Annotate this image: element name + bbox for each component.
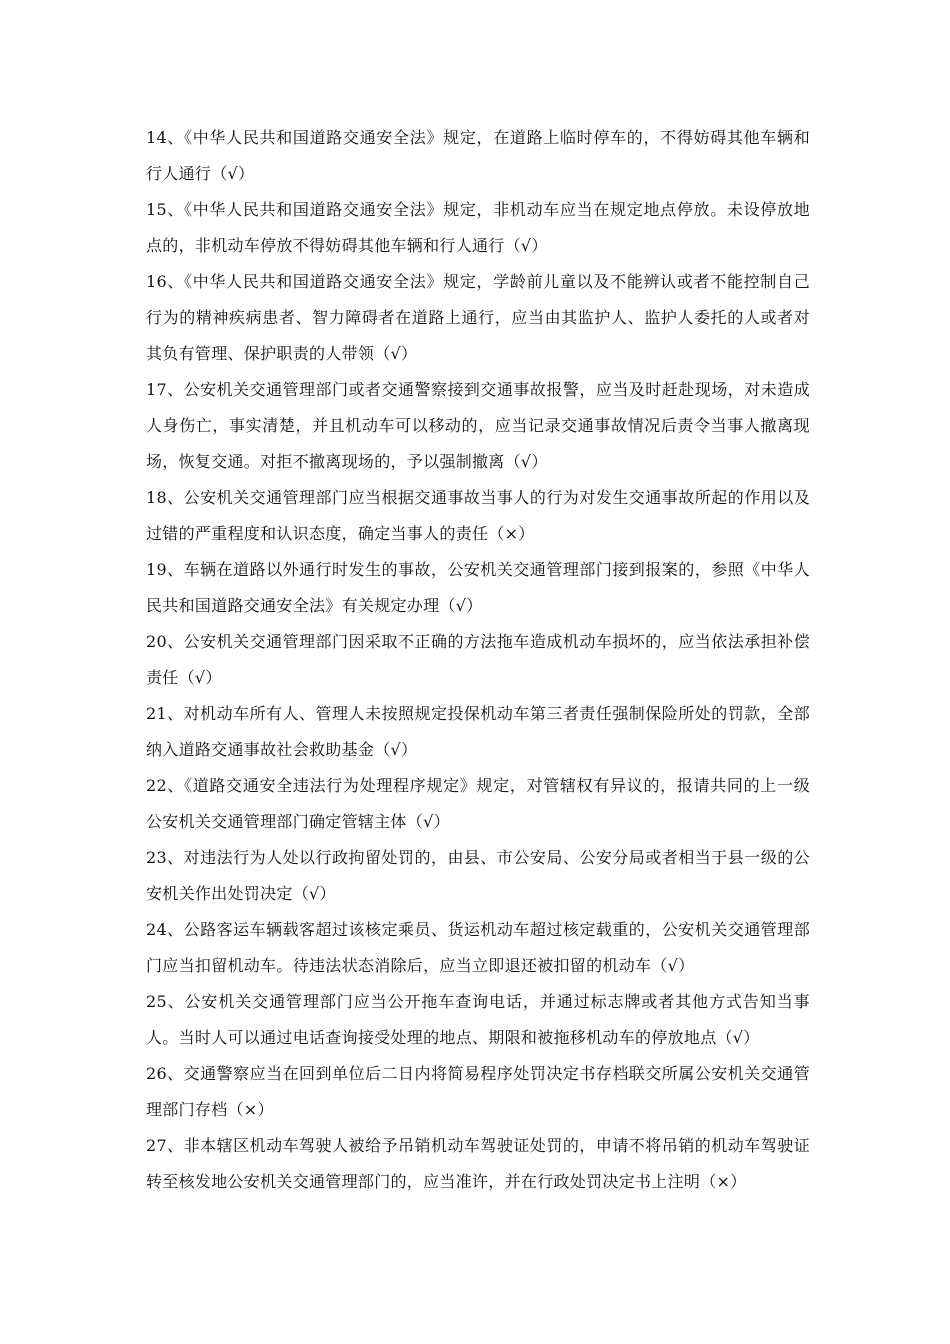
question-item: 20、公安机关交通管理部门因采取不正确的方法拖车造成机动车损坏的，应当依法承担补偿责任（√） (146, 632, 810, 687)
question-item: 23、对违法行为人处以行政拘留处罚的，由县、市公安局、公安分局或者相当于县一级的公安机关作出处罚决定（√） (146, 848, 810, 903)
question-item: 22、《道路交通安全违法行为处理程序规定》规定，对管辖权有异议的，报请共同的上一级公安机关交通管理部门确定管辖主体（√） (146, 776, 810, 831)
question-item: 18、公安机关交通管理部门应当根据交通事故当事人的行为对发生交通事故所起的作用以及过错的严重程度和认识态度，确定当事人的责任（×） (146, 488, 810, 543)
question-item: 17、公安机关交通管理部门或者交通警察接到交通事故报警，应当及时赶赴现场，对未造成人身伤亡，事实清楚，并且机动车可以移动的，应当记录交通事故情况后责令当事人撤离现场，恢复交通。对拒不撤离现场的，予以强制撤离（√） (146, 380, 810, 471)
question-item: 24、公路客运车辆载客超过该核定乘员、货运机动车超过核定载重的，公安机关交通管理部门应当扣留机动车。待违法状态消除后，应当立即退还被扣留的机动车（√） (146, 920, 810, 975)
question-item: 15、《中华人民共和国道路交通安全法》规定，非机动车应当在规定地点停放。未设停放地点的，非机动车停放不得妨碍其他车辆和行人通行（√） (146, 200, 810, 255)
question-item: 16、《中华人民共和国道路交通安全法》规定，学龄前儿童以及不能辨认或者不能控制自己行为的精神疾病患者、智力障碍者在道路上通行，应当由其监护人、监护人委托的人或者对其负有管理、保护职责的人带领（√） (146, 272, 810, 363)
question-item: 19、车辆在道路以外通行时发生的事故，公安机关交通管理部门接到报案的，参照《中华人民共和国道路交通安全法》有关规定办理（√） (146, 560, 810, 615)
question-list (146, 120, 810, 1200)
question-item: 25、公安机关交通管理部门应当公开拖车查询电话，并通过标志牌或者其他方式告知当事人。当时人可以通过电话查询接受处理的地点、期限和被拖移机动车的停放地点（√） (146, 992, 810, 1047)
question-item: 27、非本辖区机动车驾驶人被给予吊销机动车驾驶证处罚的，申请不将吊销的机动车驾驶证转至核发地公安机关交通管理部门的，应当准许，并在行政处罚决定书上注明（×） (146, 1136, 810, 1191)
question-item: 26、交通警察应当在回到单位后二日内将简易程序处罚决定书存档联交所属公安机关交通管理部门存档（×） (146, 1064, 810, 1119)
question-item: 14、《中华人民共和国道路交通安全法》规定，在道路上临时停车的，不得妨碍其他车辆和行人通行（√） (146, 128, 810, 183)
question-item: 21、对机动车所有人、管理人未按照规定投保机动车第三者责任强制保险所处的罚款，全部纳入道路交通事故社会救助基金（√） (146, 704, 810, 759)
